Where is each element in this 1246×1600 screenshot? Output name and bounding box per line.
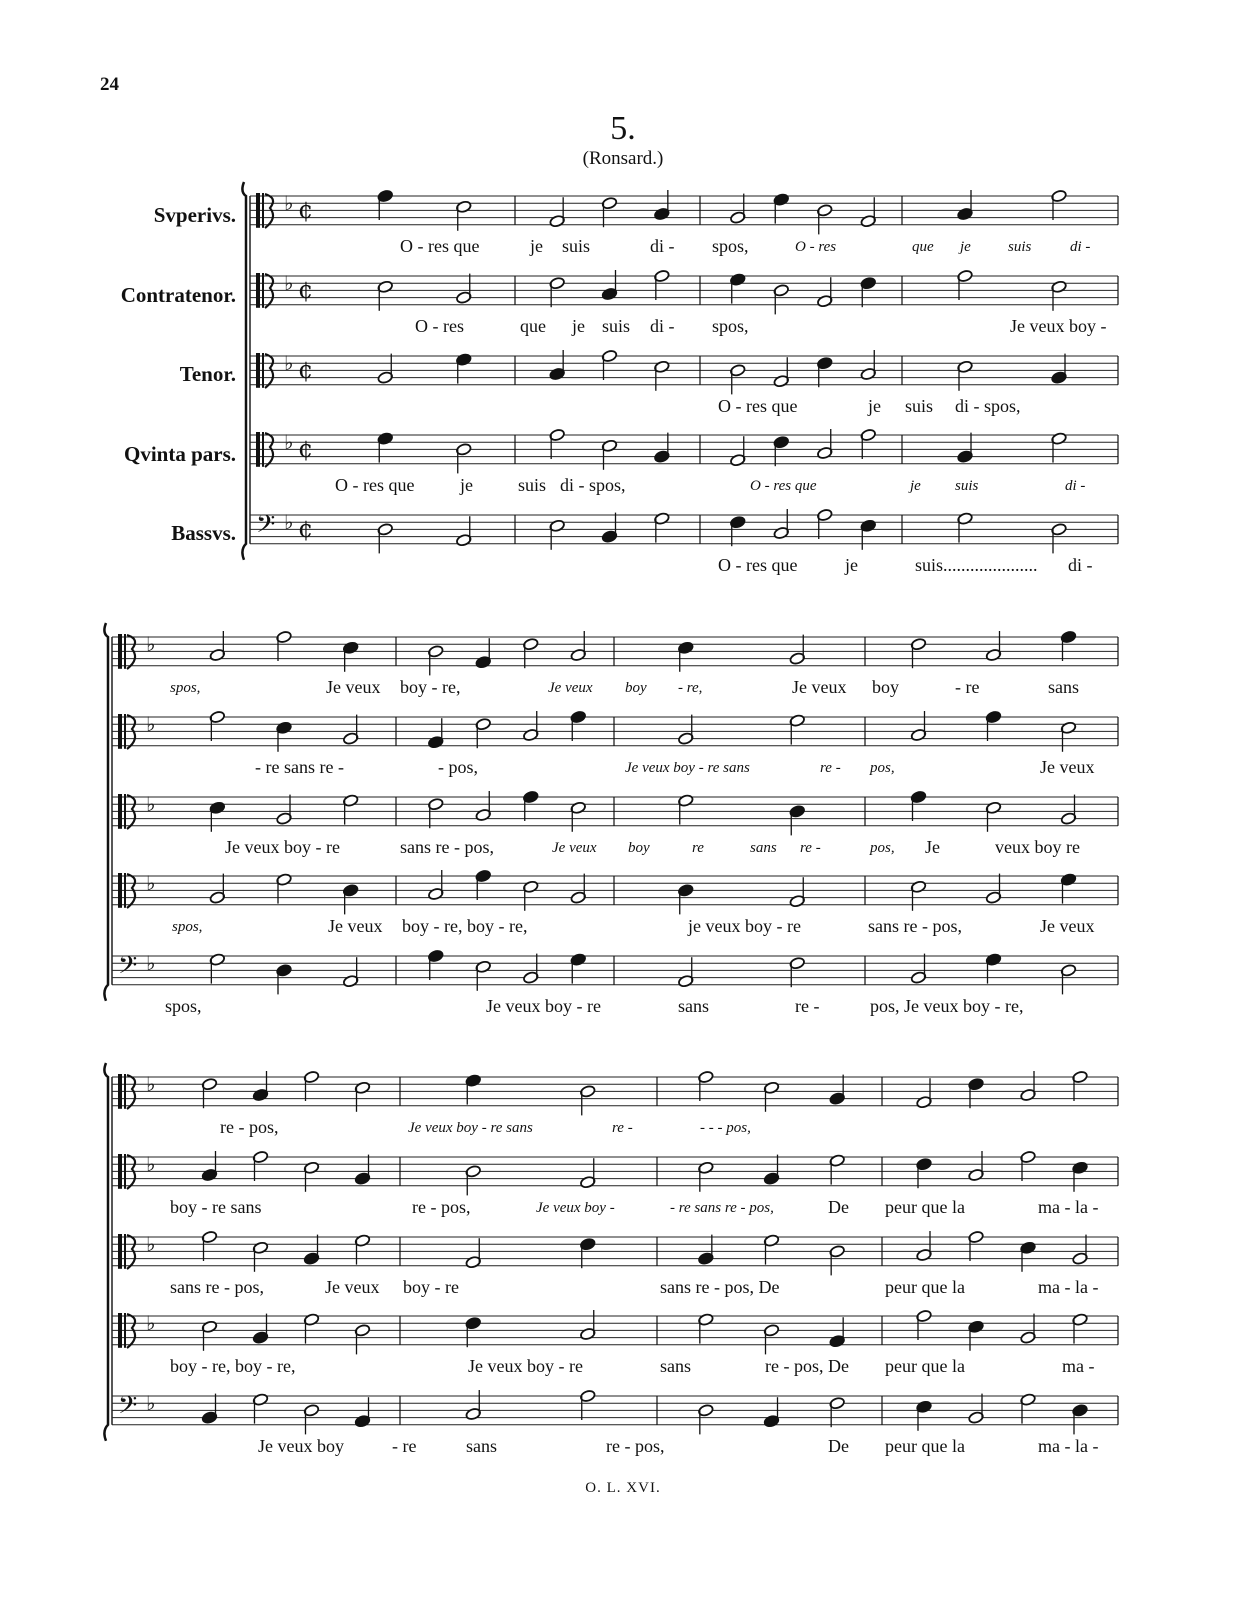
- c-clef-icon: [127, 715, 135, 749]
- c-clef-icon: [127, 1235, 135, 1269]
- time-signature-icon: ¢: [298, 515, 314, 543]
- c-clef-icon: [256, 432, 260, 467]
- lyric-syllable: sans re - pos,: [868, 916, 962, 936]
- c-clef-icon: [118, 794, 122, 829]
- lyric-syllable: - re sans re - pos,: [670, 1200, 774, 1216]
- lyric-syllable: O - res: [795, 239, 837, 255]
- c-clef-icon: [265, 194, 273, 228]
- lyric-syllable: - re,: [678, 680, 703, 696]
- lyric-syllable: je: [845, 555, 858, 575]
- lyric-syllable: veux boy re: [995, 837, 1080, 857]
- lyric-syllable: pos,: [870, 760, 895, 776]
- lyric-syllable: spos,: [712, 236, 749, 256]
- flat-sign-icon: ♭: [284, 191, 294, 215]
- c-clef-icon: [124, 714, 126, 749]
- lyric-syllable: O - res que: [400, 236, 480, 256]
- bass-clef-icon: 𝄢: [118, 1391, 138, 1426]
- lyric-syllable: boy - re, boy - re,: [402, 916, 528, 936]
- lyric-syllable: Je veux boy: [258, 1436, 344, 1456]
- c-clef-icon: [256, 193, 260, 228]
- lyric-syllable: je: [868, 396, 881, 416]
- c-clef-icon: [127, 635, 135, 669]
- c-clef-icon: [124, 794, 126, 829]
- lyric-syllable: O - res que: [750, 478, 817, 494]
- c-clef-icon: [118, 634, 122, 669]
- flat-sign-icon: ♭: [146, 951, 156, 975]
- c-clef-icon: [127, 1314, 135, 1348]
- c-clef-icon: [124, 1313, 126, 1348]
- lyric-syllable: que: [520, 316, 546, 336]
- flat-sign-icon: ♭: [146, 792, 156, 816]
- lyric-syllable: je: [960, 239, 971, 255]
- c-clef-icon: [124, 1154, 126, 1189]
- lyric-syllable: di -: [1065, 478, 1086, 494]
- lyric-syllable: Je veux: [792, 677, 847, 697]
- c-clef-icon: [262, 273, 264, 308]
- lyric-syllable: re - pos, De: [765, 1356, 849, 1376]
- lyric-syllable: spos,: [712, 316, 749, 336]
- lyric-syllable: spos,: [165, 996, 202, 1016]
- c-clef-icon: [127, 874, 135, 908]
- bass-clef-icon: 𝄢: [118, 951, 138, 986]
- lyric-syllable: Je veux: [326, 677, 381, 697]
- lyric-syllable: sans: [660, 1356, 691, 1376]
- c-clef-icon: [262, 193, 264, 228]
- c-clef-icon: [118, 873, 122, 908]
- lyric-syllable: boy: [872, 677, 899, 697]
- page-number: 24: [100, 74, 119, 95]
- lyric-syllable: je veux boy - re: [688, 916, 801, 936]
- c-clef-icon: [262, 353, 264, 388]
- lyric-syllable: boy - re, boy - re,: [170, 1356, 296, 1376]
- lyric-syllable: sans re - pos,: [400, 837, 494, 857]
- c-clef-icon: [124, 634, 126, 669]
- footer-code: O. L. XVI.: [585, 1480, 661, 1496]
- lyric-syllable: di -: [650, 236, 675, 256]
- system-bracket: [104, 1063, 108, 1441]
- c-clef-icon: [265, 433, 273, 467]
- flat-sign-icon: ♭: [284, 351, 294, 375]
- flat-sign-icon: ♭: [146, 1072, 156, 1096]
- flat-sign-icon: ♭: [284, 271, 294, 295]
- lyric-syllable: re - pos,: [412, 1197, 471, 1217]
- voice-label-tenor: Tenor.: [179, 362, 236, 386]
- lyric-syllable: je: [910, 478, 921, 494]
- c-clef-icon: [118, 1074, 122, 1109]
- time-signature-icon: ¢: [298, 435, 314, 463]
- c-clef-icon: [118, 1313, 122, 1348]
- lyric-syllable: peur que la: [885, 1436, 965, 1456]
- lyric-syllable: di - spos,: [560, 475, 626, 495]
- lyric-syllable: spos,: [170, 680, 201, 696]
- lyric-syllable: Je veux: [328, 916, 383, 936]
- lyric-syllable: sans re - pos, De: [660, 1277, 780, 1297]
- lyric-syllable: O - res que: [718, 555, 798, 575]
- lyric-syllable: je: [530, 236, 543, 256]
- lyric-syllable: sans: [1048, 677, 1079, 697]
- lyric-syllable: sans: [466, 1436, 497, 1456]
- flat-sign-icon: ♭: [284, 510, 294, 534]
- lyric-syllable: Je veux: [1040, 757, 1095, 777]
- lyric-syllable: Je veux boy - re: [225, 837, 340, 857]
- lyric-syllable: suis: [955, 478, 979, 494]
- lyric-syllable: di - spos,: [955, 396, 1021, 416]
- piece-number: 5.: [610, 110, 636, 147]
- lyric-syllable: re -: [800, 840, 821, 856]
- lyric-syllable: boy - re sans: [170, 1197, 262, 1217]
- lyric-syllable: je: [572, 316, 585, 336]
- flat-sign-icon: ♭: [284, 430, 294, 454]
- c-clef-icon: [127, 795, 135, 829]
- lyric-syllable: suis.....................: [915, 555, 1038, 575]
- c-clef-icon: [124, 1074, 126, 1109]
- lyric-syllable: pos, Je veux boy - re,: [870, 996, 1024, 1016]
- c-clef-icon: [127, 1155, 135, 1189]
- lyric-syllable: boy: [625, 680, 647, 696]
- lyric-syllable: ma - la -: [1038, 1436, 1099, 1456]
- c-clef-icon: [118, 1154, 122, 1189]
- time-signature-icon: ¢: [298, 356, 314, 384]
- lyric-syllable: re -: [612, 1120, 633, 1136]
- flat-sign-icon: ♭: [146, 1391, 156, 1415]
- lyric-syllable: Je veux boy - re: [468, 1356, 583, 1376]
- lyric-syllable: suis: [602, 316, 631, 336]
- c-clef-icon: [118, 1234, 122, 1269]
- flat-sign-icon: ♭: [146, 1311, 156, 1335]
- lyric-syllable: di -: [1068, 555, 1093, 575]
- lyric-syllable: O - res: [415, 316, 464, 336]
- flat-sign-icon: ♭: [146, 1152, 156, 1176]
- voice-label-bassus: Bassvs.: [171, 521, 236, 545]
- lyric-syllable: Je veux boy - re sans: [408, 1120, 533, 1136]
- c-clef-icon: [124, 1234, 126, 1269]
- lyric-syllable: Je veux: [552, 840, 597, 856]
- lyric-syllable: Je veux boy -: [1010, 316, 1107, 336]
- lyric-syllable: sans re - pos,: [170, 1277, 264, 1297]
- lyric-syllable: ma - la -: [1038, 1277, 1099, 1297]
- lyric-syllable: - re: [392, 1436, 417, 1456]
- lyric-syllable: ma - la -: [1038, 1197, 1099, 1217]
- lyric-syllable: re -: [795, 996, 820, 1016]
- lyric-syllable: De: [828, 1436, 849, 1456]
- lyric-syllable: Je veux boy - re sans: [625, 760, 750, 776]
- bass-clef-icon: 𝄢: [256, 510, 276, 545]
- lyric-syllable: peur que la: [885, 1277, 965, 1297]
- voice-label-contratenor: Contratenor.: [120, 283, 236, 307]
- flat-sign-icon: ♭: [146, 871, 156, 895]
- lyric-syllable: sans: [750, 840, 777, 856]
- lyric-syllable: sans: [678, 996, 709, 1016]
- flat-sign-icon: ♭: [146, 712, 156, 736]
- c-clef-icon: [262, 432, 264, 467]
- lyric-syllable: O - res que: [718, 396, 798, 416]
- lyric-syllable: suis: [562, 236, 591, 256]
- lyric-syllable: que: [912, 239, 934, 255]
- lyric-syllable: di -: [650, 316, 675, 336]
- lyric-syllable: - - - pos,: [700, 1120, 751, 1136]
- lyric-syllable: re - pos,: [606, 1436, 665, 1456]
- c-clef-icon: [118, 714, 122, 749]
- lyric-syllable: - re: [955, 677, 980, 697]
- c-clef-icon: [256, 273, 260, 308]
- system-bracket: [104, 623, 108, 1001]
- lyric-syllable: - re sans re -: [255, 757, 344, 777]
- flat-sign-icon: ♭: [146, 632, 156, 656]
- lyric-syllable: je: [460, 475, 473, 495]
- lyric-syllable: boy - re,: [400, 677, 461, 697]
- lyric-syllable: Je veux: [325, 1277, 380, 1297]
- lyric-syllable: suis: [1008, 239, 1032, 255]
- lyric-syllable: De: [828, 1197, 849, 1217]
- voice-label-quinta-pars: Qvinta pars.: [123, 442, 236, 466]
- lyric-syllable: suis: [518, 475, 547, 495]
- lyric-syllable: O - res que: [335, 475, 415, 495]
- c-clef-icon: [265, 354, 273, 388]
- c-clef-icon: [265, 274, 273, 308]
- lyric-syllable: re: [692, 840, 704, 856]
- lyric-syllable: ma -: [1062, 1356, 1095, 1376]
- lyric-syllable: spos,: [172, 919, 203, 935]
- lyric-syllable: Je veux boy - re: [486, 996, 601, 1016]
- lyric-syllable: boy: [628, 840, 650, 856]
- time-signature-icon: ¢: [298, 196, 314, 224]
- lyric-syllable: pos,: [870, 840, 895, 856]
- lyric-syllable: re - pos,: [220, 1117, 279, 1137]
- system-bracket: [242, 182, 246, 560]
- lyric-syllable: suis: [905, 396, 934, 416]
- c-clef-icon: [124, 873, 126, 908]
- time-signature-icon: ¢: [298, 276, 314, 304]
- flat-sign-icon: ♭: [146, 1232, 156, 1256]
- lyric-syllable: re -: [820, 760, 841, 776]
- lyric-syllable: Je: [925, 837, 940, 857]
- lyric-syllable: boy - re: [403, 1277, 459, 1297]
- lyric-syllable: Je veux: [1040, 916, 1095, 936]
- lyric-syllable: peur que la: [885, 1197, 965, 1217]
- poet-attribution: (Ronsard.): [582, 148, 664, 169]
- c-clef-icon: [127, 1075, 135, 1109]
- lyric-syllable: - pos,: [438, 757, 478, 777]
- lyric-syllable: peur que la: [885, 1356, 965, 1376]
- lyric-syllable: Je veux boy -: [536, 1200, 615, 1216]
- c-clef-icon: [256, 353, 260, 388]
- voice-label-superius: Svperivs.: [153, 203, 236, 227]
- lyric-syllable: Je veux: [548, 680, 593, 696]
- lyric-syllable: di -: [1070, 239, 1091, 255]
